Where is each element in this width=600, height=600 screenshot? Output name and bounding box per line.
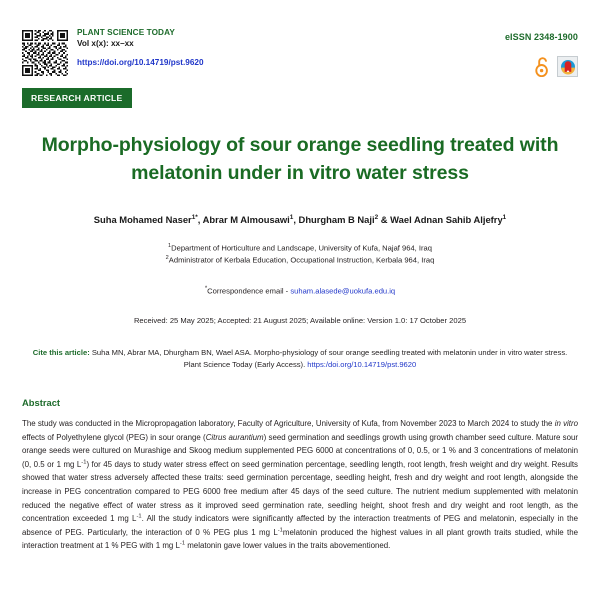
affiliation-1-marker: 1: [168, 242, 172, 249]
citation-label: Cite this article:: [32, 347, 90, 357]
affiliation-1-text: Department of Horticulture and Landscape, University of Kufa, Najaf 964, Iraq: [171, 243, 432, 253]
abstract-heading: Abstract: [22, 397, 61, 409]
journal-volume: Vol x(x): xx–xx: [77, 38, 134, 48]
correspondence-marker: *: [204, 286, 208, 293]
correspondence-email-link[interactable]: suham.alasede@uokufa.edu.iq: [290, 286, 396, 296]
correspondence-label: Correspondence email -: [207, 286, 289, 296]
masthead-right: [505, 28, 578, 77]
journal-name: PLANT SCIENCE TODAY: [77, 28, 175, 37]
affiliation-2-text: Administrator of Kerbala Education, Occupational Instruction, Kerbala 964, Iraq: [168, 255, 435, 265]
author-list: Suha Mohamed Naser$^{1*}$, Abrar M Almousawi$^1$, Dhurgham B Naji$^2$ & Wael Adnan Sahib Aljefry$^1$: [93, 214, 507, 226]
open-access-icon[interactable]: [535, 56, 550, 77]
publication-dates: Received: 25 May 2025; Accepted: 21 August 2025; Available online: Version 1.0: 17 October 2025: [133, 315, 467, 325]
journal-badge-icon[interactable]: [557, 56, 578, 77]
affiliation-2: [22, 254, 578, 267]
citation-text: Suha MN, Abrar MA, Dhurgham BN, Wael ASA. Morpho-physiology of sour orange seedling treated with melatonin under in vitro water stress. Plant Science Today (Early Access).: [89, 347, 568, 369]
journal-doi-link[interactable]: https://doi.org/10.14719/pst.9620: [77, 57, 204, 67]
journal-meta: [77, 28, 204, 71]
page-title: Morpho-physiology of sour orange seedling treated with melatonin under in vitro water stress: [41, 134, 559, 184]
abstract-text: The study was conducted in the Micropropagation laboratory, Faculty of Agriculture, University of Kufa, from November 2023 to March 2024 to study the in vitro effects of Polyethylene glycol (PEG) in sour orange (Citrus aurantium) seed germination and seedlings growth using growth chamber seed culture. Mature sour orange seeds were cultured on Murashige and Skoog medium supplemented PEG 6000 at concentrations of 0, 0.5, or 1 % and 3 concentrations of melatonin (0, 0.5 or 1 mg $L^{-1}$) for 45 days to study water stress effect on seed germination percentage, seedling length, root length, fresh weight and dry weight. Results showed that water stress adversely affected these traits: seed germination percentage, seedling height, fresh and dry weight and root length, alongside the increase in PEG concentration compared to PEG 6000 free medium after 45 days of the seed culture. The nutrient medium supplemented with melatonin reduced the negative effect of water stress as it improved seed germination rate, seedling height, shoot fresh and dry weight and root length, as the concentration exceeded 1 mg $L^{-1}$. All the study indicators were significantly affected by the interaction treatments of PEG and melatonin, especially in the absence of PEG. Particularly, the interaction of 0 % PEG plus 1 mg $L^{-1}melatonin$ produced the highest values in all plant growth traits studied, while the interaction treatment at 1 % PEG with 1 mg $L^{-1}$ melatonin gave lower values in the traits abovementioned.: [22, 419, 579, 551]
affiliation-2-marker: 2: [165, 255, 169, 262]
citation-doi-link[interactable]: https:/doi.org/10.14719/pst.9620: [307, 359, 417, 369]
affiliation-list: [22, 242, 578, 268]
masthead: [22, 0, 578, 77]
badge-group: [505, 56, 578, 77]
masthead-left: [22, 28, 204, 76]
affiliation-1: [22, 242, 578, 255]
qr-code-icon: [22, 30, 68, 76]
article-type-badge: RESEARCH ARTICLE: [22, 88, 132, 108]
correspondence-line: [22, 286, 578, 296]
eissn-label: eISSN 2348-1900: [504, 32, 578, 42]
citation-block: [28, 347, 572, 371]
